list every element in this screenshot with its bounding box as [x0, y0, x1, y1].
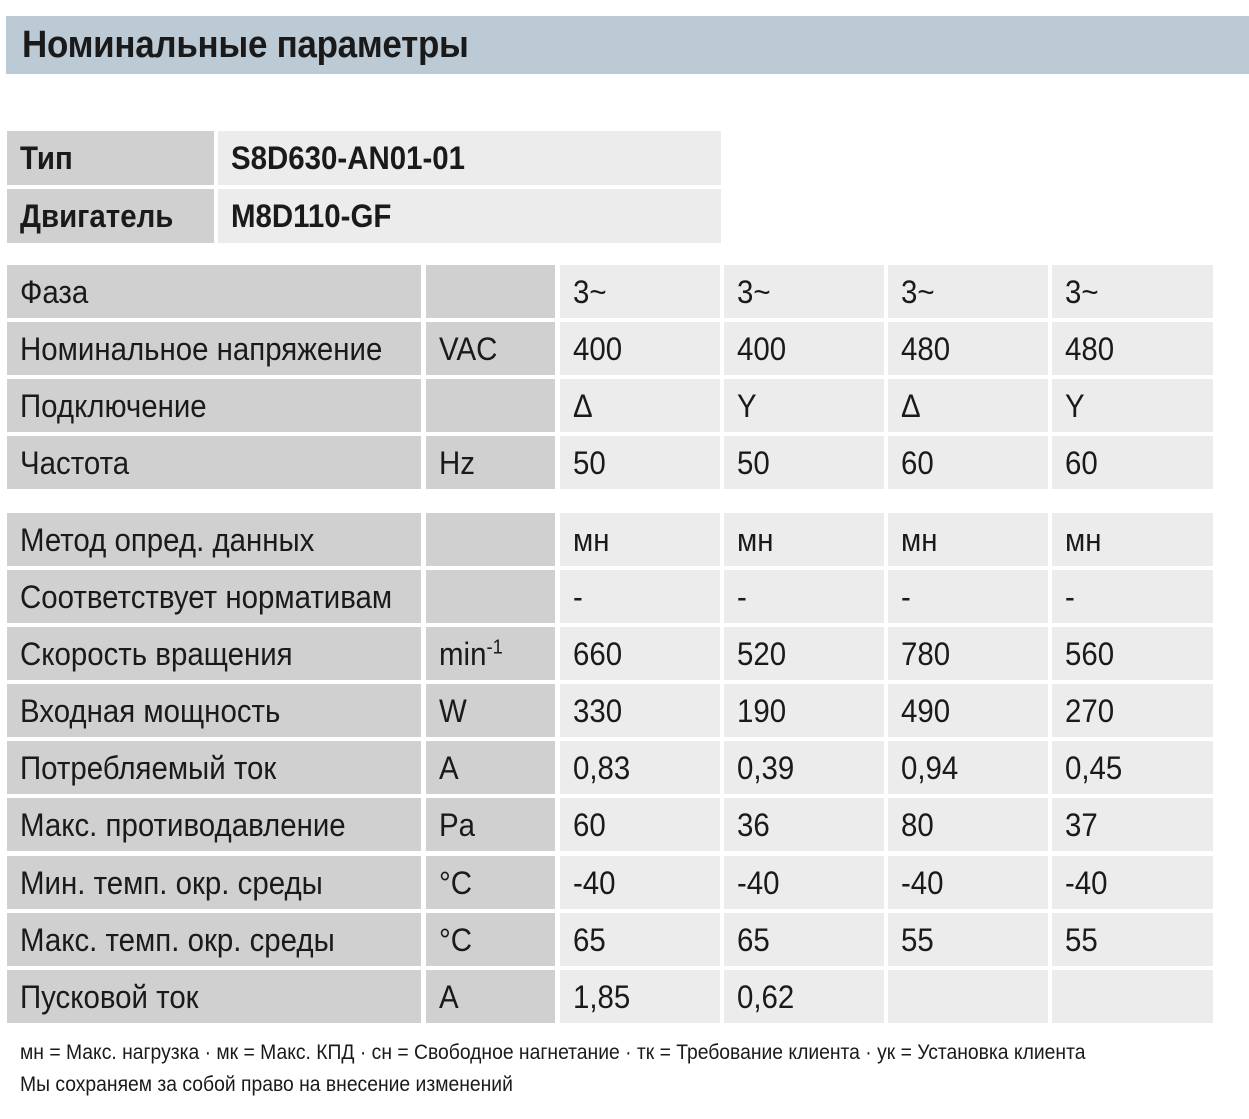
- norms-value-3: -: [888, 570, 1048, 623]
- tmin-value-1: -40: [560, 856, 720, 909]
- voltage-value-2: 400: [724, 322, 884, 375]
- type-value: S8D630-AN01-01: [218, 131, 721, 185]
- startup-unit: A: [426, 970, 555, 1023]
- startup-value-2: 0,62: [724, 970, 884, 1023]
- startup-value-3: [888, 970, 1048, 1023]
- tmax-value-4: 55: [1052, 913, 1213, 966]
- connection-label: Подключение: [7, 379, 421, 432]
- type-label: Тип: [7, 131, 214, 185]
- frequency-value-4: 60: [1052, 436, 1213, 489]
- voltage-value-4: 480: [1052, 322, 1213, 375]
- method-label: Метод опред. данных: [7, 513, 421, 566]
- speed-value-4: 560: [1052, 627, 1213, 680]
- startup-value-1: 1,85: [560, 970, 720, 1023]
- norms-unit: [426, 570, 555, 623]
- connection-value-1: Δ: [560, 379, 720, 432]
- norms-value-4: -: [1052, 570, 1213, 623]
- speed-unit: $\min^{-1}$: [426, 627, 555, 680]
- pressure-value-1: 60: [560, 798, 720, 851]
- norms-value-1: -: [560, 570, 720, 623]
- frequency-unit: Hz: [426, 436, 555, 489]
- current-value-1: 0,83: [560, 741, 720, 794]
- frequency-value-1: 50: [560, 436, 720, 489]
- tmin-value-2: -40: [724, 856, 884, 909]
- pressure-value-2: 36: [724, 798, 884, 851]
- voltage-unit: VAC: [426, 322, 555, 375]
- voltage-value-1: 400: [560, 322, 720, 375]
- tmax-value-2: 65: [724, 913, 884, 966]
- speed-value-2: 520: [724, 627, 884, 680]
- voltage-value-3: 480: [888, 322, 1048, 375]
- current-label: Потребляемый ток: [7, 741, 421, 794]
- phase-unit: [426, 265, 555, 318]
- power-label: Входная мощность: [7, 684, 421, 737]
- phase-label: Фаза: [7, 265, 421, 318]
- norms-label: Соответствует нормативам: [7, 570, 421, 623]
- current-unit: A: [426, 741, 555, 794]
- tmin-value-4: -40: [1052, 856, 1213, 909]
- connection-value-4: Y: [1052, 379, 1213, 432]
- method-value-4: мн: [1052, 513, 1213, 566]
- tmax-label: Макс. темп. окр. среды: [7, 913, 421, 966]
- tmin-value-3: -40: [888, 856, 1048, 909]
- current-value-3: 0,94: [888, 741, 1048, 794]
- pressure-label: Макс. противодавление: [7, 798, 421, 851]
- motor-value: M8D110-GF: [218, 189, 721, 243]
- phase-value-2: 3~: [724, 265, 884, 318]
- power-value-4: 270: [1052, 684, 1213, 737]
- method-value-1: мн: [560, 513, 720, 566]
- pressure-value-4: 37: [1052, 798, 1213, 851]
- phase-value-4: 3~: [1052, 265, 1213, 318]
- startup-label: Пусковой ток: [7, 970, 421, 1023]
- current-value-2: 0,39: [724, 741, 884, 794]
- method-value-2: мн: [724, 513, 884, 566]
- startup-value-4: [1052, 970, 1213, 1023]
- page-title: Номинальные параметры: [22, 24, 469, 66]
- power-unit: W: [426, 684, 555, 737]
- pressure-value-3: 80: [888, 798, 1048, 851]
- disclaimer: Мы сохраняем за собой право на внесение изменений: [20, 1073, 513, 1096]
- motor-label: Двигатель: [7, 189, 214, 243]
- tmin-label: Мин. темп. окр. среды: [7, 856, 421, 909]
- pressure-unit: Pa: [426, 798, 555, 851]
- speed-value-1: 660: [560, 627, 720, 680]
- norms-value-2: -: [724, 570, 884, 623]
- power-value-3: 490: [888, 684, 1048, 737]
- connection-value-2: Y: [724, 379, 884, 432]
- speed-value-3: 780: [888, 627, 1048, 680]
- connection-value-3: Δ: [888, 379, 1048, 432]
- tmax-value-1: 65: [560, 913, 720, 966]
- voltage-label: Номинальное напряжение: [7, 322, 421, 375]
- tmax-unit: °C: [426, 913, 555, 966]
- power-value-1: 330: [560, 684, 720, 737]
- method-unit: [426, 513, 555, 566]
- current-value-4: 0,45: [1052, 741, 1213, 794]
- power-value-2: 190: [724, 684, 884, 737]
- connection-unit: [426, 379, 555, 432]
- method-value-3: мн: [888, 513, 1048, 566]
- tmin-unit: °C: [426, 856, 555, 909]
- footnote: мн = Макс. нагрузка · мк = Макс. КПД · сн = Свободное нагнетание · тк = Требование клиента · ук = Установка клиента: [20, 1041, 1086, 1064]
- frequency-value-3: 60: [888, 436, 1048, 489]
- phase-value-3: 3~: [888, 265, 1048, 318]
- tmax-value-3: 55: [888, 913, 1048, 966]
- frequency-label: Частота: [7, 436, 421, 489]
- speed-label: Скорость вращения: [7, 627, 421, 680]
- frequency-value-2: 50: [724, 436, 884, 489]
- phase-value-1: 3~: [560, 265, 720, 318]
- page-title-bar: [6, 16, 1249, 74]
